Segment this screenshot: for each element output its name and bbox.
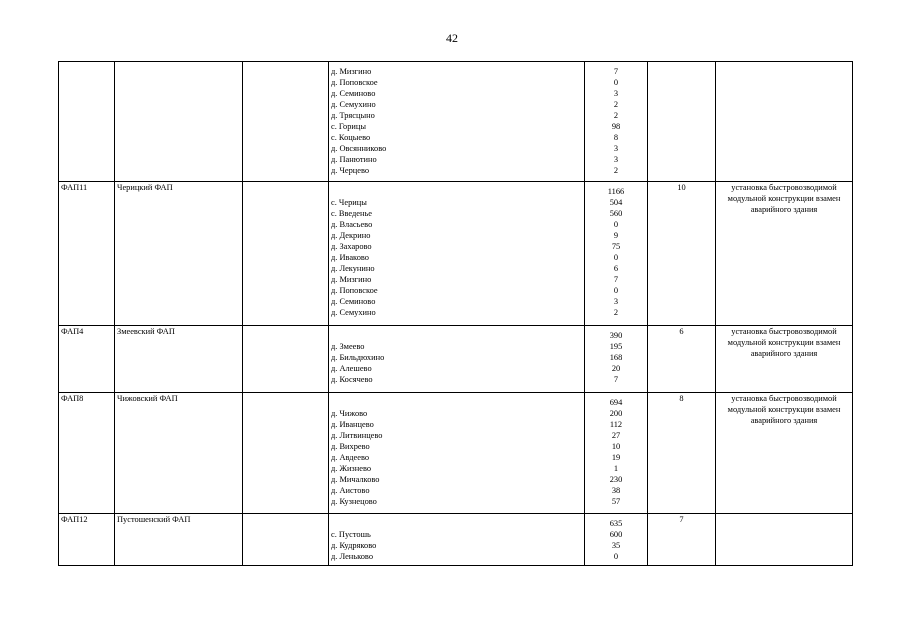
facility-name-cell: Чижовский ФАП	[115, 393, 243, 514]
settlement-population: 200	[609, 409, 623, 418]
blank-line	[331, 186, 582, 197]
facility-code-cell: ФАП12	[59, 514, 115, 566]
settlement-population: 3	[613, 89, 619, 98]
settlements-cell	[329, 62, 585, 182]
settlement-name: д. Чижово	[331, 409, 368, 418]
settlement-population: 6	[613, 264, 619, 273]
settlement-name: с. Горицы	[331, 122, 366, 131]
settlement-name: с. Коцыево	[331, 133, 371, 142]
settlement-population: 7	[613, 275, 619, 284]
settlement-population: 195	[609, 342, 623, 351]
facility-name-cell	[115, 62, 243, 182]
settlement-name: д. Аистово	[331, 486, 370, 495]
empty-cell	[243, 62, 329, 182]
settlement-population: 10	[611, 442, 621, 451]
settlements-cell	[329, 393, 585, 514]
settlement-population: 0	[613, 220, 619, 229]
staff-count-cell	[648, 62, 716, 182]
settlement-population: 0	[613, 78, 619, 87]
settlement-population: 7	[613, 67, 619, 76]
settlement-name: с. Черицы	[331, 198, 367, 207]
facility-name-cell: Пустошенский ФАП	[115, 514, 243, 566]
facility-name-cell: Черицкий ФАП	[115, 182, 243, 326]
settlement-population: 27	[611, 431, 621, 440]
settlement-population: 168	[609, 353, 623, 362]
settlement-population: 2	[613, 308, 619, 317]
settlement-name: д. Литвинцево	[331, 431, 383, 440]
settlements-cell	[329, 514, 585, 566]
population-total: 390	[609, 331, 623, 340]
settlement-name: д. Лекунино	[331, 264, 375, 273]
settlements-cell	[329, 326, 585, 393]
settlement-population: 7	[613, 375, 619, 384]
settlement-name: д. Захарово	[331, 242, 372, 251]
measure-note-cell: установка быстровозводимой модульной конструкции взамен аварийного здания	[716, 326, 853, 393]
settlement-population: 0	[613, 253, 619, 262]
settlement-name: д. Власьево	[331, 220, 373, 229]
settlement-population: 38	[611, 486, 621, 495]
settlement-name: с. Пустошь	[331, 530, 371, 539]
measure-note-cell	[716, 514, 853, 566]
table-body	[59, 62, 853, 566]
settlement-name: д. Алешево	[331, 364, 372, 373]
settlement-name: д. Мичалково	[331, 475, 380, 484]
facility-code-cell: ФАП4	[59, 326, 115, 393]
settlement-population: 9	[613, 231, 619, 240]
settlement-name: д. Мизгино	[331, 275, 372, 284]
settlement-name: д. Трясцыно	[331, 111, 375, 120]
settlement-name: д. Иваково	[331, 253, 369, 262]
facility-code-cell: ФАП11	[59, 182, 115, 326]
settlement-name: д. Вихрево	[331, 442, 370, 451]
settlement-name: д. Поповское	[331, 78, 378, 87]
settlement-population: 75	[611, 242, 621, 251]
table-row	[59, 182, 853, 326]
facility-code-cell	[59, 62, 115, 182]
settlement-population: 3	[613, 144, 619, 153]
settlement-population: 8	[613, 133, 619, 142]
population-total: 1166	[607, 187, 625, 196]
settlement-population: 1	[613, 464, 619, 473]
facility-name-cell: Змеевский ФАП	[115, 326, 243, 393]
settlement-population: 3	[613, 155, 619, 164]
blank-line	[331, 397, 582, 408]
population-total: 635	[609, 519, 623, 528]
empty-cell	[243, 514, 329, 566]
settlement-name: д. Поповское	[331, 286, 378, 295]
settlement-name: д. Декрино	[331, 231, 371, 240]
page-number: 42	[446, 31, 458, 45]
population-cell	[585, 393, 648, 514]
settlement-name: д. Авдеево	[331, 453, 370, 462]
staff-count-cell: 8	[648, 393, 716, 514]
blank-line	[331, 518, 582, 529]
settlement-name: д. Панютино	[331, 155, 377, 164]
measure-note-cell	[716, 62, 853, 182]
measure-note-cell: установка быстровозводимой модульной конструкции взамен аварийного здания	[716, 393, 853, 514]
table-row	[59, 393, 853, 514]
settlement-population: 0	[613, 552, 619, 561]
population-cell	[585, 514, 648, 566]
blank-line	[331, 330, 582, 341]
settlement-population: 2	[613, 100, 619, 109]
settlement-population: 57	[611, 497, 621, 506]
settlement-name: д. Кузнецово	[331, 497, 377, 506]
settlement-name: д. Бильдюхино	[331, 353, 385, 362]
settlement-name: д. Косячево	[331, 375, 373, 384]
settlement-name: д. Леньково	[331, 552, 374, 561]
staff-count-cell: 6	[648, 326, 716, 393]
population-cell	[585, 182, 648, 326]
settlement-population: 19	[611, 453, 621, 462]
settlement-population: 112	[609, 420, 623, 429]
settlement-name: д. Семиново	[331, 89, 376, 98]
facilities-table	[58, 61, 853, 566]
settlements-cell	[329, 182, 585, 326]
settlement-name: д. Жизнево	[331, 464, 372, 473]
settlement-name: д. Семиново	[331, 297, 376, 306]
settlement-population: 504	[609, 198, 623, 207]
table-row	[59, 62, 853, 182]
settlement-population: 230	[609, 475, 623, 484]
settlement-population: 98	[611, 122, 621, 131]
settlement-name: с. Введенье	[331, 209, 372, 218]
settlement-population: 20	[611, 364, 621, 373]
settlement-population: 3	[613, 297, 619, 306]
settlement-name: д. Семухино	[331, 100, 376, 109]
staff-count-cell: 7	[648, 514, 716, 566]
settlement-population: 600	[609, 530, 623, 539]
settlement-population: 35	[611, 541, 621, 550]
settlement-population: 2	[613, 111, 619, 120]
empty-cell	[243, 393, 329, 514]
empty-cell	[243, 182, 329, 326]
settlement-name: д. Овсянниково	[331, 144, 387, 153]
settlement-name: д. Черцево	[331, 166, 370, 175]
settlement-name: д. Змеево	[331, 342, 365, 351]
settlement-population: 0	[613, 286, 619, 295]
settlement-population: 2	[613, 166, 619, 175]
empty-cell	[243, 326, 329, 393]
settlement-name: д. Мизгино	[331, 67, 372, 76]
table-row	[59, 514, 853, 566]
population-cell	[585, 62, 648, 182]
facility-code-cell: ФАП8	[59, 393, 115, 514]
settlement-population: 560	[609, 209, 623, 218]
staff-count-cell: 10	[648, 182, 716, 326]
settlement-name: д. Иванцево	[331, 420, 374, 429]
measure-note-cell: установка быстровозводимой модульной конструкции взамен аварийного здания	[716, 182, 853, 326]
settlement-name: д. Семухино	[331, 308, 376, 317]
settlement-name: д. Кудряково	[331, 541, 377, 550]
table-row	[59, 326, 853, 393]
population-cell	[585, 326, 648, 393]
population-total: 694	[609, 398, 623, 407]
